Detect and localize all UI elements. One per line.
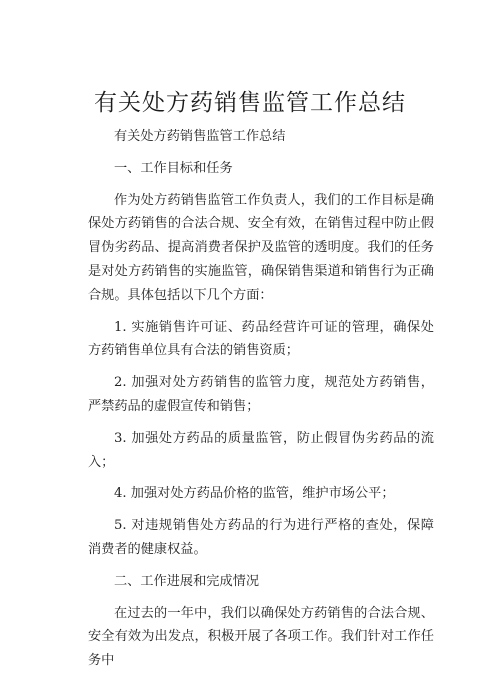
section-heading-2: 二、工作进展和完成情况: [114, 573, 260, 589]
list-item-4: 4. 加强对处方药品价格的监管，维护市场公平；: [114, 486, 395, 502]
document-body: [88, 125, 434, 681]
body-paragraph: 作为处方药销售监管工作负责人，我们的工作目标是确保处方药销售的合法合规、安全有效，在销售过程中防止假冒伪劣药品、提高消费者保护及监管的透明度。我们的任务是对处方药销售的实施监管，确保销售渠道和销售行为正确合规。具体包括以下几个方面：: [88, 192, 434, 303]
list-item-3: 3. 加强处方药品的质量监管，防止假冒伪劣药品的流入；: [88, 430, 434, 470]
subtitle-paragraph: 有关处方药销售监管工作总结: [114, 129, 286, 144]
body-paragraph: 在过去的一年中，我们以确保处方药销售的合法合规、安全有效为出发点，积极开展了各项工作。我们针对工作任务中: [88, 605, 434, 669]
section-heading-1: 一、工作目标和任务: [114, 160, 233, 176]
list-item-5: 5. 对违规销售处方药品的行为进行严格的查处，保障消费者的健康权益。: [88, 518, 434, 557]
list-item-2: 2. 加强对处方药销售的监管力度，规范处方药销售，严禁药品的虚假宣传和销售；: [88, 375, 434, 414]
document-title: 有关处方药销售监管工作总结: [94, 90, 406, 116]
list-item-1: 1. 实施销售许可证、药品经营许可证的管理，确保处方药销售单位具有合法的销售资质；: [88, 319, 434, 359]
